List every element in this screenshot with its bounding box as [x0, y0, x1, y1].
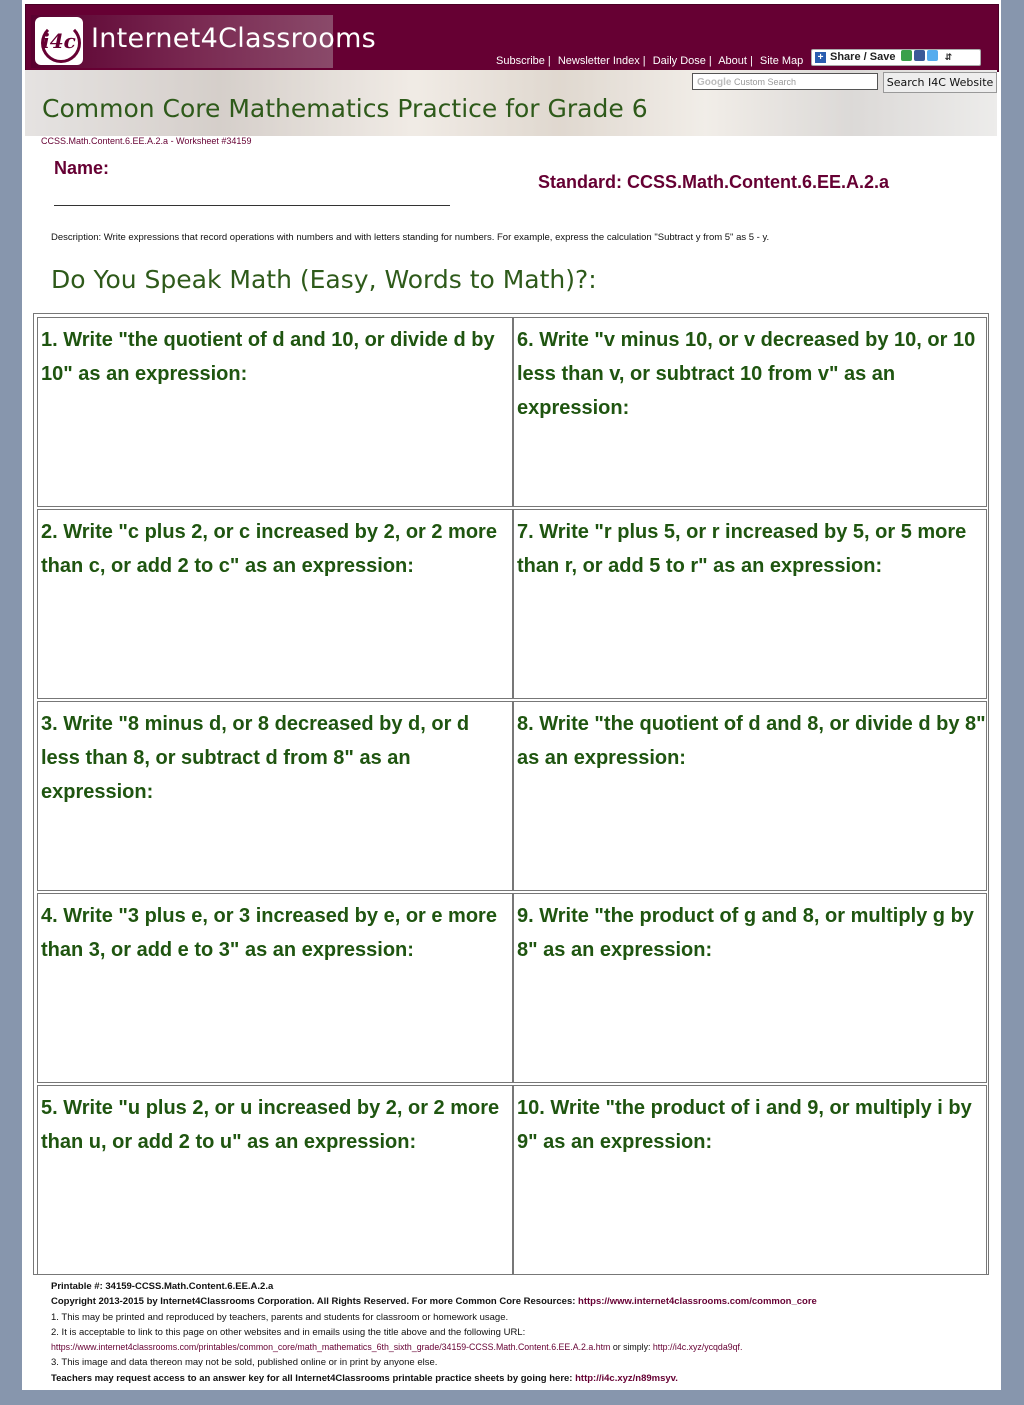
copyright-line: [51, 1294, 991, 1309]
question-cell-8: [513, 701, 987, 891]
share-label: Share / Save: [830, 51, 896, 63]
nav-site-map[interactable]: Site Map: [759, 55, 804, 67]
question-text: 2. Write "c plus 2, or c increased by 2, or 2 more than c, or add 2 to c" as an expression:: [41, 521, 497, 577]
breadcrumb[interactable]: CCSS.Math.Content.6.EE.A.2.a - Worksheet #34159: [41, 136, 252, 146]
question-cell-10: [513, 1085, 987, 1275]
answer-key-link[interactable]: http://i4c.xyz/n89msyv.: [575, 1372, 678, 1384]
question-cell-7: [513, 509, 987, 699]
copyright-text: Copyright 2013-2015 by Internet4Classrooms Corporation. All Rights Reserved. For more Common Core Resources:: [51, 1296, 576, 1308]
chevron-updown-icon: ⇵: [944, 52, 953, 62]
question-cell-1: [37, 317, 513, 507]
page-url-link[interactable]: https://www.internet4classrooms.com/printables/common_core/math_mathematics_6th_sixth_grade/34159-CCSS.Math.Content.6.EE.A.2.a.htm: [51, 1342, 611, 1353]
nav-daily-dose[interactable]: Daily Dose: [652, 55, 706, 67]
printable-number: Printable #: 34159-CCSS.Math.Content.6.EE.A.2.a: [51, 1281, 274, 1292]
nav-subscribe[interactable]: Subscribe: [496, 55, 545, 67]
site-logo[interactable]: [31, 15, 377, 68]
question-cell-9: [513, 893, 987, 1083]
question-cell-6: [513, 317, 987, 507]
question-text: 9. Write "the product of g and 8, or multiply g by 8" as an expression:: [517, 905, 974, 961]
banner: [25, 70, 997, 136]
note-3: 3. This image and data thereon may not be sold, published online or in print by anyone else.: [51, 1357, 438, 1369]
question-cell-5: [37, 1085, 513, 1275]
logo-text: Internet4Classrooms: [91, 23, 377, 54]
facebook-share-icon: [914, 50, 925, 61]
page-title: Common Core Mathematics Practice for Grade 6: [42, 94, 648, 123]
answer-key-text: Teachers may request access to an answer key for all Internet4Classrooms printable practice sheets by going here:: [51, 1372, 573, 1384]
question-text: 1. Write "the quotient of d and 10, or divide d by 10" as an expression:: [41, 329, 495, 385]
share-plus-icon: +: [815, 52, 826, 63]
search-input[interactable]: [692, 73, 878, 90]
note-2-urls: [51, 1340, 991, 1355]
question-cell-4: [37, 893, 513, 1083]
question-text: 7. Write "r plus 5, or r increased by 5, or 5 more than r, or add 5 to r" as an expression:: [517, 521, 967, 577]
question-cell-3: [37, 701, 513, 891]
name-blank-line: [54, 205, 450, 206]
common-core-link[interactable]: https://www.internet4classrooms.com/common_core: [578, 1296, 817, 1308]
name-label: Name:: [54, 158, 110, 178]
nav-newsletter-index[interactable]: Newsletter Index: [557, 55, 640, 67]
short-url-link[interactable]: http://i4c.xyz/ycqda9qf.: [652, 1342, 743, 1353]
question-text: 5. Write "u plus 2, or u increased by 2, or 2 more than u, or add 2 to u" as an expression:: [41, 1097, 500, 1153]
share-save-button[interactable]: [811, 49, 981, 66]
question-grid: [33, 313, 989, 1275]
search-button[interactable]: Search I4C Website: [883, 72, 997, 93]
question-text: 10. Write "the product of i and 9, or multiply i by 9" as an expression:: [517, 1097, 972, 1153]
note-1: 1. This may be printed and reproduced by teachers, parents and students for classroom or homework usage.: [51, 1311, 509, 1323]
search-placeholder: Custom Search: [733, 77, 796, 87]
description: Description: Write expressions that record operations with numbers and with letters standing for numbers. For example, express the calculation "Subtract y from 5" as 5 - y.: [51, 232, 770, 243]
question-text: 3. Write "8 minus d, or 8 decreased by d, or d less than 8, or subtract d from 8" as an expression:: [41, 713, 470, 803]
nav-about[interactable]: About: [718, 55, 747, 67]
email-share-icon: [901, 50, 912, 61]
page: [22, 0, 1001, 1390]
google-brand: Google: [697, 77, 732, 88]
question-text: 4. Write "3 plus e, or 3 increased by e, or e more than 3, or add e to 3" as an expression:: [41, 905, 497, 961]
question-text: 6. Write "v minus 10, or v decreased by 10, or 10 less than v, or subtract 10 from v" as an expression:: [517, 329, 976, 419]
or-simply-text: or simply:: [612, 1342, 651, 1353]
section-title: Do You Speak Math (Easy, Words to Math)?:: [51, 265, 597, 294]
question-cell-2: [37, 509, 513, 699]
twitter-share-icon: [927, 50, 938, 61]
standard-label: Standard: CCSS.Math.Content.6.EE.A.2.a: [538, 172, 890, 192]
top-bar: [25, 4, 999, 72]
footer: [51, 1279, 991, 1386]
answer-key-line: [51, 1371, 991, 1386]
note-2: 2. It is acceptable to link to this page on other websites and in emails using the title above and the following URL:: [51, 1326, 526, 1338]
top-nav: Subscribe | Newsletter Index | Daily Dose | About | Site Map: [496, 55, 804, 67]
logo-badge: i4c: [35, 17, 83, 65]
question-text: 8. Write "the quotient of d and 8, or divide d by 8" as an expression:: [517, 713, 986, 769]
